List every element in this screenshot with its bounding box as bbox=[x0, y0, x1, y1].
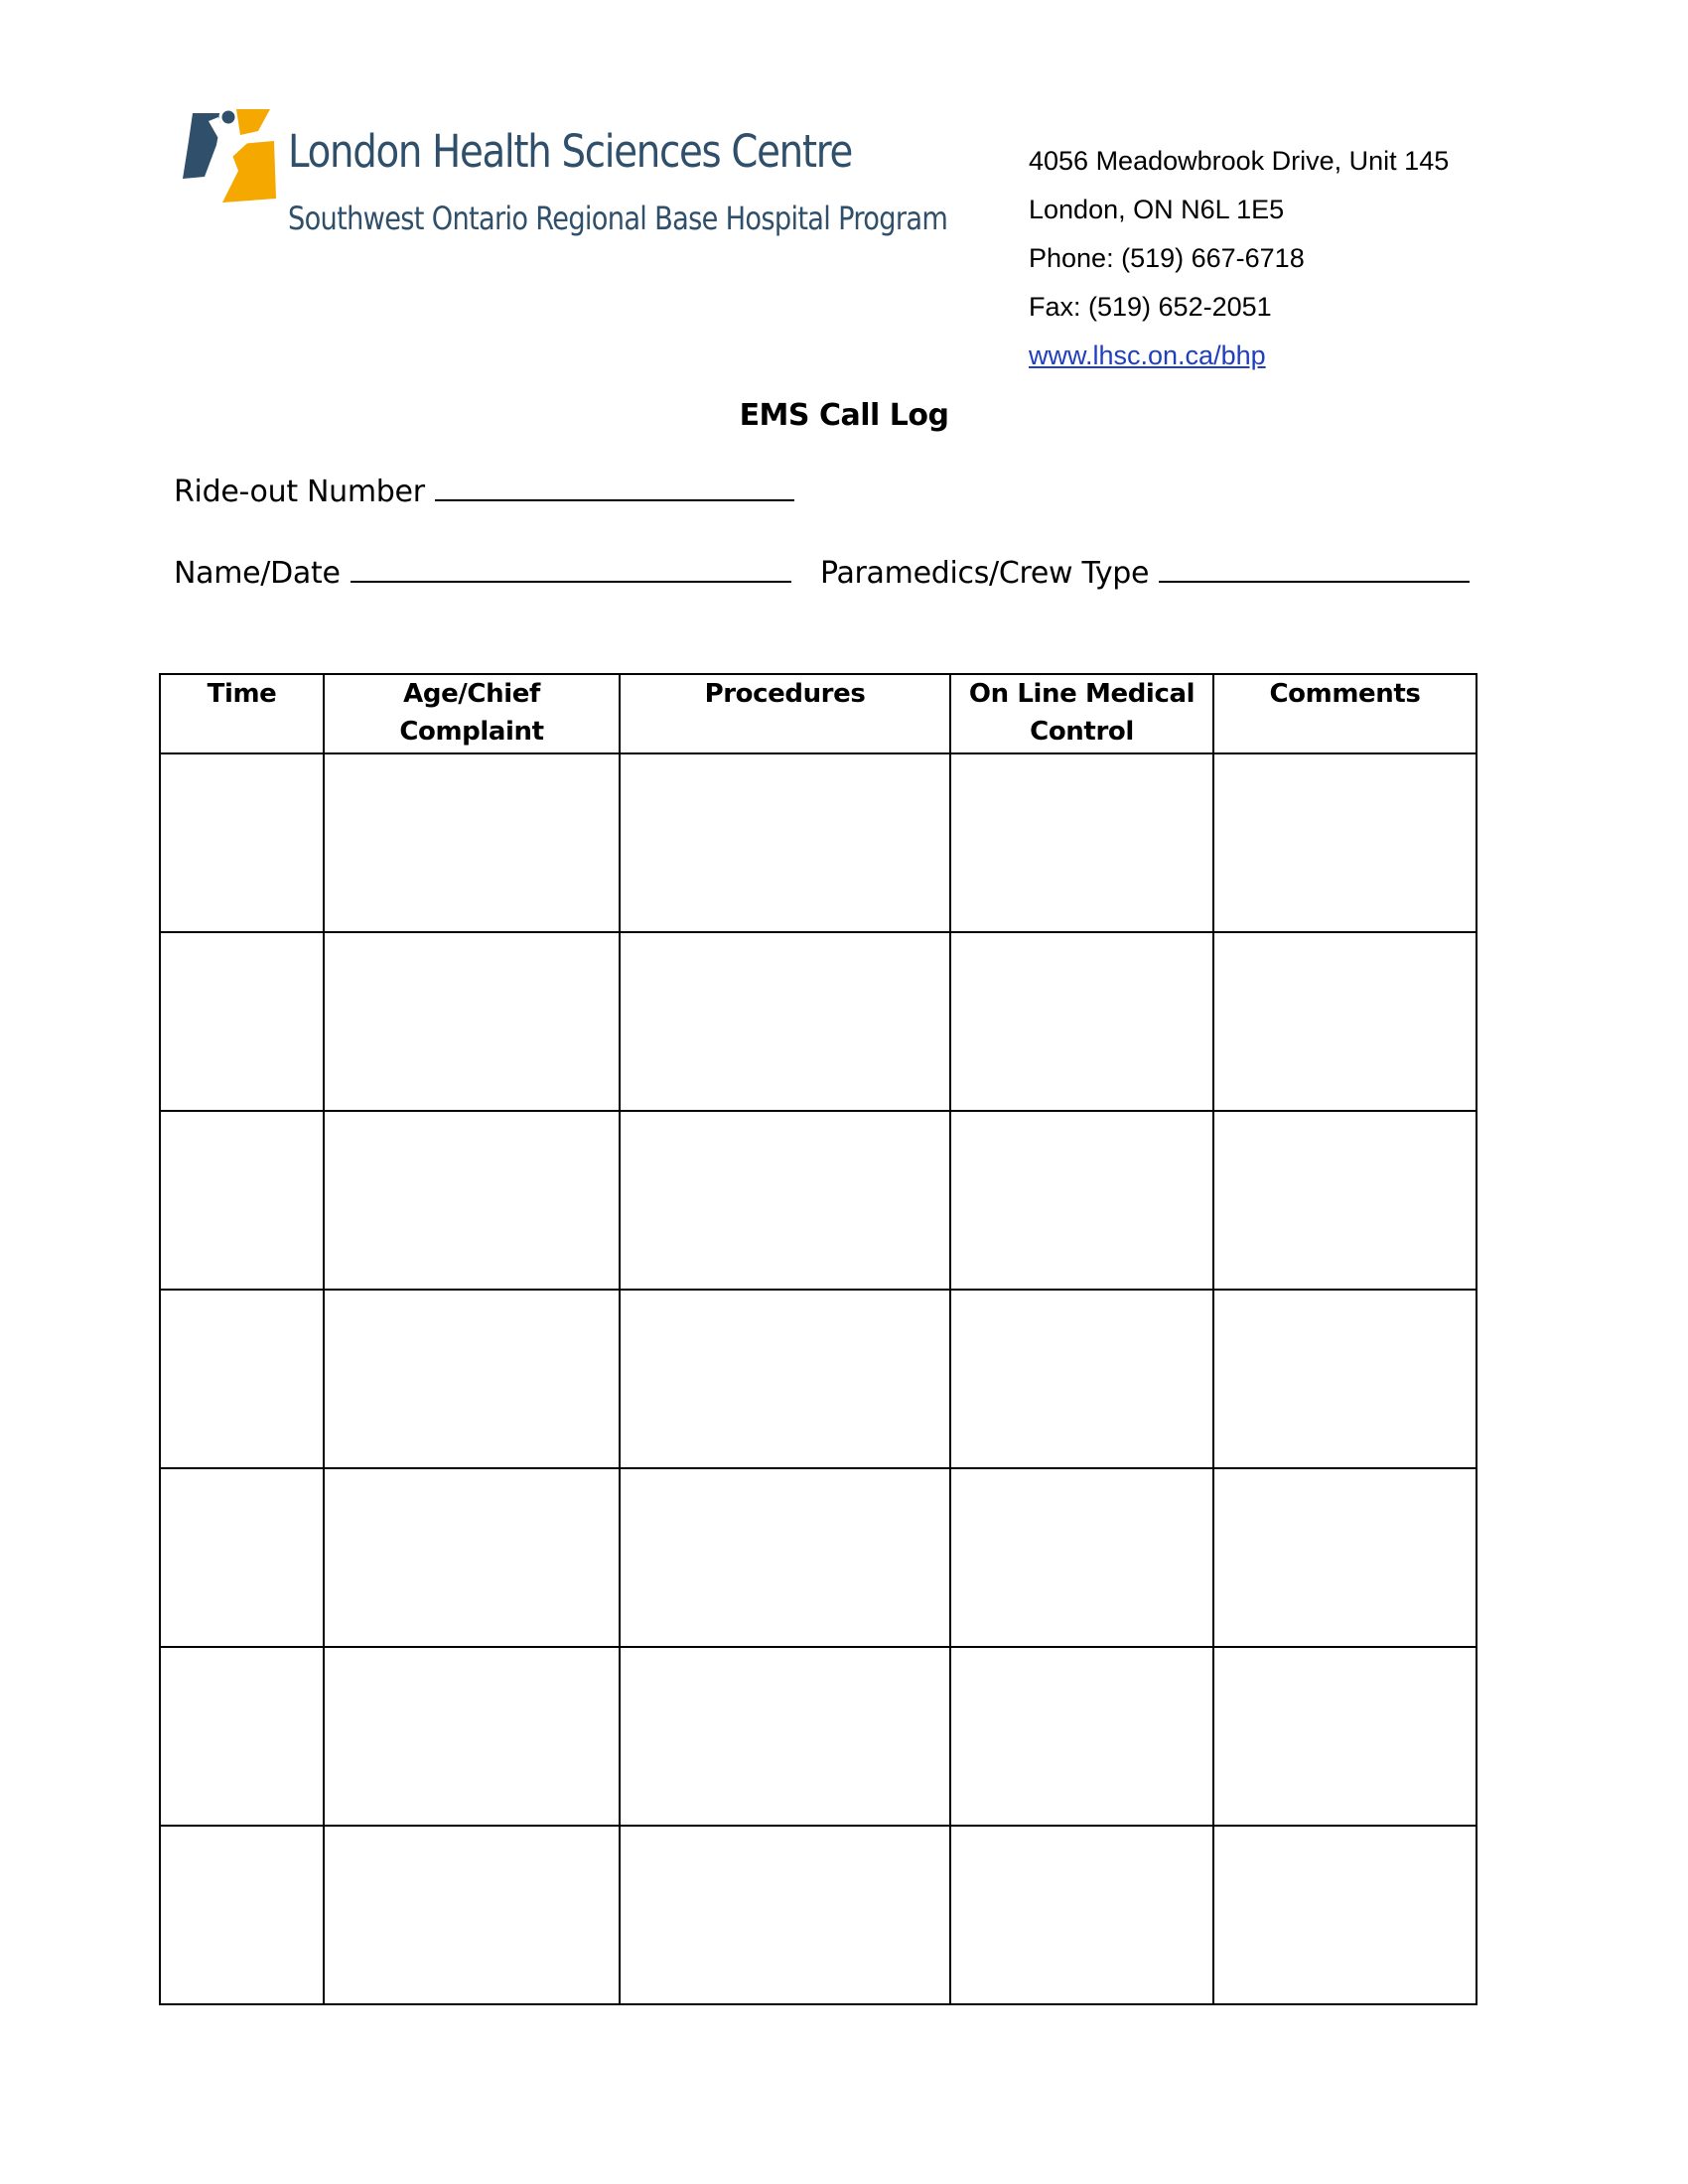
online-control-cell[interactable] bbox=[950, 1290, 1213, 1468]
address-street: 4056 Meadowbrook Drive, Unit 145 bbox=[1029, 146, 1450, 176]
online-control-cell[interactable] bbox=[950, 1647, 1213, 1826]
procedures-cell[interactable] bbox=[620, 753, 950, 932]
header-online-medical-control bbox=[950, 674, 1213, 753]
time-cell[interactable] bbox=[160, 1111, 324, 1290]
name-date-field bbox=[174, 553, 791, 591]
header-age-chief-complaint bbox=[324, 674, 620, 753]
header-procedures-label: Procedures bbox=[704, 679, 866, 709]
call-log-table bbox=[159, 673, 1477, 2005]
time-cell[interactable] bbox=[160, 1826, 324, 2004]
time-cell[interactable] bbox=[160, 1468, 324, 1647]
comments-cell[interactable] bbox=[1213, 1826, 1477, 2004]
page-title: EMS Call Log bbox=[739, 398, 949, 433]
header-online-line1: On Line Medical bbox=[968, 679, 1196, 709]
comments-cell[interactable] bbox=[1213, 1468, 1477, 1647]
online-control-cell[interactable] bbox=[950, 753, 1213, 932]
address-city: London, ON N6L 1E5 bbox=[1029, 195, 1285, 224]
header-comments-label: Comments bbox=[1269, 679, 1421, 709]
header-age-line1: Age/Chief bbox=[403, 679, 540, 709]
crew-type-field bbox=[820, 553, 1470, 591]
age-complaint-cell[interactable] bbox=[324, 753, 620, 932]
ride-out-field bbox=[174, 472, 794, 509]
lhsc-logo-mark-icon bbox=[179, 105, 278, 203]
header-online-line2: Control bbox=[1030, 717, 1134, 747]
age-complaint-cell[interactable] bbox=[324, 1647, 620, 1826]
procedures-cell[interactable] bbox=[620, 932, 950, 1111]
address-block bbox=[1029, 137, 1449, 380]
table-row bbox=[160, 753, 1477, 932]
header-procedures bbox=[620, 674, 950, 753]
address-fax: Fax: (519) 652-2051 bbox=[1029, 292, 1272, 322]
procedures-cell[interactable] bbox=[620, 1468, 950, 1647]
lhsc-logo bbox=[179, 97, 953, 246]
comments-cell[interactable] bbox=[1213, 1290, 1477, 1468]
table-row bbox=[160, 1111, 1477, 1290]
header-age-line2: Complaint bbox=[399, 717, 544, 747]
header-time-label: Time bbox=[207, 679, 277, 709]
header-comments bbox=[1213, 674, 1477, 753]
procedures-cell[interactable] bbox=[620, 1647, 950, 1826]
online-control-cell[interactable] bbox=[950, 932, 1213, 1111]
online-control-cell[interactable] bbox=[950, 1468, 1213, 1647]
header-time bbox=[160, 674, 324, 753]
logo-title: London Health Sciences Centre bbox=[288, 125, 853, 178]
table-row bbox=[160, 1826, 1477, 2004]
time-cell[interactable] bbox=[160, 753, 324, 932]
procedures-cell[interactable] bbox=[620, 1290, 950, 1468]
name-date-label: Name/Date bbox=[174, 556, 341, 591]
time-cell[interactable] bbox=[160, 1290, 324, 1468]
time-cell[interactable] bbox=[160, 1647, 324, 1826]
age-complaint-cell[interactable] bbox=[324, 932, 620, 1111]
comments-cell[interactable] bbox=[1213, 1111, 1477, 1290]
name-date-input-line[interactable] bbox=[351, 553, 791, 583]
comments-cell[interactable] bbox=[1213, 1647, 1477, 1826]
age-complaint-cell[interactable] bbox=[324, 1826, 620, 2004]
comments-cell[interactable] bbox=[1213, 932, 1477, 1111]
crew-type-label: Paramedics/Crew Type bbox=[820, 556, 1150, 591]
table-row bbox=[160, 932, 1477, 1111]
age-complaint-cell[interactable] bbox=[324, 1468, 620, 1647]
table-row bbox=[160, 1290, 1477, 1468]
online-control-cell[interactable] bbox=[950, 1111, 1213, 1290]
online-control-cell[interactable] bbox=[950, 1826, 1213, 2004]
table-row bbox=[160, 1468, 1477, 1647]
procedures-cell[interactable] bbox=[620, 1826, 950, 2004]
age-complaint-cell[interactable] bbox=[324, 1290, 620, 1468]
ride-out-input-line[interactable] bbox=[435, 472, 794, 501]
time-cell[interactable] bbox=[160, 932, 324, 1111]
table-header-row bbox=[160, 674, 1477, 753]
logo-subtitle: Southwest Ontario Regional Base Hospital Program bbox=[288, 200, 948, 237]
address-phone: Phone: (519) 667-6718 bbox=[1029, 243, 1305, 273]
table-row bbox=[160, 1647, 1477, 1826]
age-complaint-cell[interactable] bbox=[324, 1111, 620, 1290]
procedures-cell[interactable] bbox=[620, 1111, 950, 1290]
comments-cell[interactable] bbox=[1213, 753, 1477, 932]
crew-type-input-line[interactable] bbox=[1159, 553, 1470, 583]
ride-out-label: Ride-out Number bbox=[174, 475, 425, 509]
website-link[interactable]: www.lhsc.on.ca/bhp bbox=[1029, 341, 1266, 370]
